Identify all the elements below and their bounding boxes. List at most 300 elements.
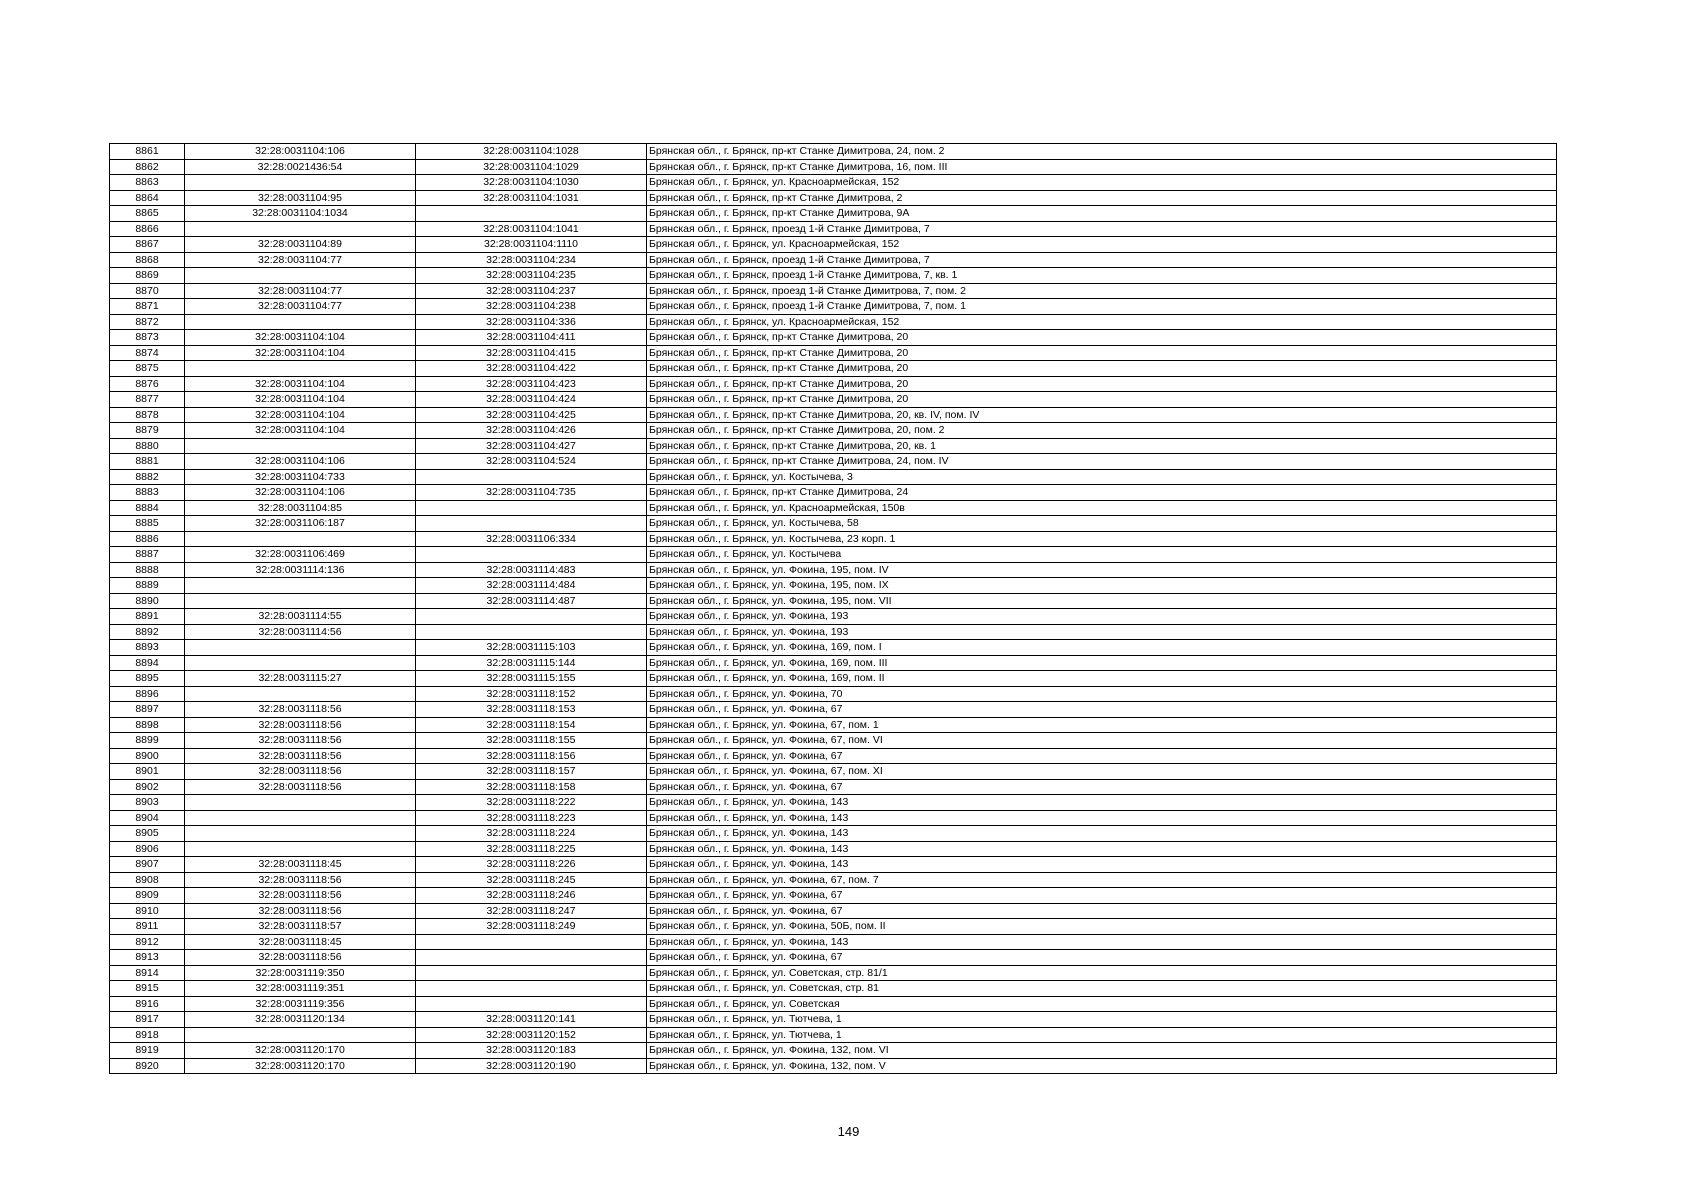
table-row: [110, 764, 1557, 780]
row-number-cell: 8878: [110, 407, 185, 423]
parcel-cadastral-number-cell: 32:28:0031104:89: [185, 237, 416, 253]
row-number-cell: 8908: [110, 872, 185, 888]
parcel-cadastral-number-cell: 32:28:0031106:187: [185, 516, 416, 532]
parcel-cadastral-number-cell: [185, 578, 416, 594]
parcel-cadastral-number-cell: [185, 438, 416, 454]
parcel-cadastral-number-cell: [185, 593, 416, 609]
parcel-cadastral-number-cell: 32:28:0031104:104: [185, 330, 416, 346]
row-number-cell: 8907: [110, 857, 185, 873]
table-row: [110, 748, 1557, 764]
row-number-cell: 8917: [110, 1012, 185, 1028]
table-row: [110, 175, 1557, 191]
table-row: [110, 624, 1557, 640]
object-cadastral-number-cell: 32:28:0031115:144: [416, 655, 647, 671]
row-number-cell: 8875: [110, 361, 185, 377]
table-row: [110, 392, 1557, 408]
object-cadastral-number-cell: 32:28:0031104:336: [416, 314, 647, 330]
address-cell: Брянская обл., г. Брянск, ул. Костычева: [647, 547, 1557, 563]
table-row: [110, 795, 1557, 811]
address-cell: Брянская обл., г. Брянск, ул. Фокина, 50Б, пом. II: [647, 919, 1557, 935]
object-cadastral-number-cell: 32:28:0031104:735: [416, 485, 647, 501]
row-number-cell: 8906: [110, 841, 185, 857]
parcel-cadastral-number-cell: 32:28:0031104:104: [185, 345, 416, 361]
table-row: [110, 221, 1557, 237]
parcel-cadastral-number-cell: 32:28:0031104:77: [185, 252, 416, 268]
address-cell: Брянская обл., г. Брянск, ул. Фокина, 143: [647, 934, 1557, 950]
table-row: [110, 903, 1557, 919]
row-number-cell: 8879: [110, 423, 185, 439]
table-row: [110, 237, 1557, 253]
address-cell: Брянская обл., г. Брянск, ул. Фокина, 67, пом. 1: [647, 717, 1557, 733]
object-cadastral-number-cell: 32:28:0031115:155: [416, 671, 647, 687]
parcel-cadastral-number-cell: [185, 531, 416, 547]
object-cadastral-number-cell: 32:28:0031104:237: [416, 283, 647, 299]
address-cell: Брянская обл., г. Брянск, пр-кт Станке Димитрова, 20: [647, 361, 1557, 377]
table-row: [110, 996, 1557, 1012]
row-number-cell: 8893: [110, 640, 185, 656]
parcel-cadastral-number-cell: 32:28:0031118:56: [185, 779, 416, 795]
address-cell: Брянская обл., г. Брянск, проезд 1-й Станке Димитрова, 7: [647, 221, 1557, 237]
address-cell: Брянская обл., г. Брянск, пр-кт Станке Димитрова, 16, пом. III: [647, 159, 1557, 175]
object-cadastral-number-cell: 32:28:0031104:234: [416, 252, 647, 268]
page-number: 149: [837, 1124, 860, 1139]
row-number-cell: 8898: [110, 717, 185, 733]
row-number-cell: 8901: [110, 764, 185, 780]
row-number-cell: 8876: [110, 376, 185, 392]
table-row: [110, 609, 1557, 625]
address-cell: Брянская обл., г. Брянск, ул. Советская, стр. 81/1: [647, 965, 1557, 981]
parcel-cadastral-number-cell: [185, 314, 416, 330]
table-row: [110, 531, 1557, 547]
address-cell: Брянская обл., г. Брянск, ул. Фокина, 70: [647, 686, 1557, 702]
parcel-cadastral-number-cell: 32:28:0031118:45: [185, 934, 416, 950]
parcel-cadastral-number-cell: 32:28:0031118:56: [185, 950, 416, 966]
row-number-cell: 8887: [110, 547, 185, 563]
object-cadastral-number-cell: 32:28:0031118:158: [416, 779, 647, 795]
parcel-cadastral-number-cell: 32:28:0031115:27: [185, 671, 416, 687]
object-cadastral-number-cell: [416, 996, 647, 1012]
address-cell: Брянская обл., г. Брянск, ул. Красноармейская, 152: [647, 175, 1557, 191]
row-number-cell: 8915: [110, 981, 185, 997]
object-cadastral-number-cell: 32:28:0031104:426: [416, 423, 647, 439]
object-cadastral-number-cell: [416, 934, 647, 950]
row-number-cell: 8865: [110, 206, 185, 222]
row-number-cell: 8866: [110, 221, 185, 237]
table-row: [110, 1027, 1557, 1043]
object-cadastral-number-cell: 32:28:0031118:246: [416, 888, 647, 904]
row-number-cell: 8918: [110, 1027, 185, 1043]
object-cadastral-number-cell: 32:28:0031118:222: [416, 795, 647, 811]
address-cell: Брянская обл., г. Брянск, ул. Советская: [647, 996, 1557, 1012]
row-number-cell: 8880: [110, 438, 185, 454]
object-cadastral-number-cell: [416, 981, 647, 997]
table-row: [110, 345, 1557, 361]
parcel-cadastral-number-cell: 32:28:0031118:56: [185, 717, 416, 733]
object-cadastral-number-cell: 32:28:0031114:484: [416, 578, 647, 594]
table-row: [110, 547, 1557, 563]
address-cell: Брянская обл., г. Брянск, пр-кт Станке Димитрова, 2: [647, 190, 1557, 206]
object-cadastral-number-cell: 32:28:0031104:524: [416, 454, 647, 470]
object-cadastral-number-cell: 32:28:0031104:423: [416, 376, 647, 392]
row-number-cell: 8892: [110, 624, 185, 640]
table-row: [110, 888, 1557, 904]
table-row: [110, 950, 1557, 966]
object-cadastral-number-cell: [416, 206, 647, 222]
table-row: [110, 593, 1557, 609]
object-cadastral-number-cell: [416, 547, 647, 563]
row-number-cell: 8896: [110, 686, 185, 702]
address-cell: Брянская обл., г. Брянск, ул. Фокина, 67, пом. VI: [647, 733, 1557, 749]
parcel-cadastral-number-cell: 32:28:0031120:170: [185, 1043, 416, 1059]
parcel-cadastral-number-cell: 32:28:0031104:77: [185, 283, 416, 299]
row-number-cell: 8899: [110, 733, 185, 749]
table-row: [110, 1012, 1557, 1028]
object-cadastral-number-cell: 32:28:0031104:425: [416, 407, 647, 423]
object-cadastral-number-cell: 32:28:0031104:1030: [416, 175, 647, 191]
parcel-cadastral-number-cell: 32:28:0031118:56: [185, 702, 416, 718]
parcel-cadastral-number-cell: 32:28:0031104:733: [185, 469, 416, 485]
address-cell: Брянская обл., г. Брянск, пр-кт Станке Димитрова, 24, пом. 2: [647, 144, 1557, 160]
row-number-cell: 8870: [110, 283, 185, 299]
row-number-cell: 8914: [110, 965, 185, 981]
parcel-cadastral-number-cell: 32:28:0031118:56: [185, 764, 416, 780]
parcel-cadastral-number-cell: 32:28:0031118:56: [185, 733, 416, 749]
table-row: [110, 655, 1557, 671]
row-number-cell: 8911: [110, 919, 185, 935]
row-number-cell: 8884: [110, 500, 185, 516]
parcel-cadastral-number-cell: 32:28:0031104:1034: [185, 206, 416, 222]
address-cell: Брянская обл., г. Брянск, ул. Фокина, 169, пом. I: [647, 640, 1557, 656]
address-cell: Брянская обл., г. Брянск, ул. Красноармейская, 152: [647, 314, 1557, 330]
address-cell: Брянская обл., г. Брянск, пр-кт Станке Димитрова, 20: [647, 392, 1557, 408]
address-cell: Брянская обл., г. Брянск, ул. Фокина, 132, пом. VI: [647, 1043, 1557, 1059]
row-number-cell: 8882: [110, 469, 185, 485]
parcel-cadastral-number-cell: 32:28:0021436:54: [185, 159, 416, 175]
table-row: [110, 686, 1557, 702]
parcel-cadastral-number-cell: [185, 1027, 416, 1043]
address-cell: Брянская обл., г. Брянск, ул. Фокина, 143: [647, 826, 1557, 842]
object-cadastral-number-cell: 32:28:0031118:249: [416, 919, 647, 935]
address-cell: Брянская обл., г. Брянск, пр-кт Станке Димитрова, 20: [647, 376, 1557, 392]
address-cell: Брянская обл., г. Брянск, ул. Фокина, 169, пом. II: [647, 671, 1557, 687]
table-row: [110, 919, 1557, 935]
row-number-cell: 8890: [110, 593, 185, 609]
row-number-cell: 8864: [110, 190, 185, 206]
row-number-cell: 8913: [110, 950, 185, 966]
address-cell: Брянская обл., г. Брянск, пр-кт Станке Димитрова, 9А: [647, 206, 1557, 222]
object-cadastral-number-cell: [416, 950, 647, 966]
object-cadastral-number-cell: 32:28:0031120:152: [416, 1027, 647, 1043]
table-row: [110, 144, 1557, 160]
object-cadastral-number-cell: 32:28:0031104:1029: [416, 159, 647, 175]
parcel-cadastral-number-cell: 32:28:0031118:56: [185, 888, 416, 904]
row-number-cell: 8881: [110, 454, 185, 470]
row-number-cell: 8904: [110, 810, 185, 826]
address-cell: Брянская обл., г. Брянск, ул. Фокина, 143: [647, 810, 1557, 826]
registry-table-body: [110, 144, 1557, 1074]
address-cell: Брянская обл., г. Брянск, ул. Фокина, 195, пом. IX: [647, 578, 1557, 594]
row-number-cell: 8895: [110, 671, 185, 687]
address-cell: Брянская обл., г. Брянск, ул. Фокина, 143: [647, 841, 1557, 857]
object-cadastral-number-cell: 32:28:0031106:334: [416, 531, 647, 547]
row-number-cell: 8910: [110, 903, 185, 919]
parcel-cadastral-number-cell: [185, 841, 416, 857]
address-cell: Брянская обл., г. Брянск, ул. Костычева, 58: [647, 516, 1557, 532]
object-cadastral-number-cell: 32:28:0031104:424: [416, 392, 647, 408]
row-number-cell: 8888: [110, 562, 185, 578]
object-cadastral-number-cell: [416, 609, 647, 625]
address-cell: Брянская обл., г. Брянск, ул. Фокина, 67: [647, 748, 1557, 764]
table-row: [110, 159, 1557, 175]
table-row: [110, 872, 1557, 888]
parcel-cadastral-number-cell: 32:28:0031114:56: [185, 624, 416, 640]
address-cell: Брянская обл., г. Брянск, ул. Костычева, 3: [647, 469, 1557, 485]
address-cell: Брянская обл., г. Брянск, пр-кт Станке Димитрова, 20: [647, 330, 1557, 346]
object-cadastral-number-cell: 32:28:0031114:487: [416, 593, 647, 609]
table-row: [110, 206, 1557, 222]
row-number-cell: 8905: [110, 826, 185, 842]
table-row: [110, 190, 1557, 206]
row-number-cell: 8909: [110, 888, 185, 904]
address-cell: Брянская обл., г. Брянск, ул. Советская, стр. 81: [647, 981, 1557, 997]
row-number-cell: 8919: [110, 1043, 185, 1059]
table-row: [110, 252, 1557, 268]
object-cadastral-number-cell: 32:28:0031104:1041: [416, 221, 647, 237]
parcel-cadastral-number-cell: 32:28:0031104:104: [185, 376, 416, 392]
address-cell: Брянская обл., г. Брянск, ул. Фокина, 193: [647, 624, 1557, 640]
row-number-cell: 8900: [110, 748, 185, 764]
table-row: [110, 407, 1557, 423]
table-row: [110, 299, 1557, 315]
address-cell: Брянская обл., г. Брянск, ул. Фокина, 169, пом. III: [647, 655, 1557, 671]
table-row: [110, 361, 1557, 377]
object-cadastral-number-cell: 32:28:0031104:422: [416, 361, 647, 377]
row-number-cell: 8874: [110, 345, 185, 361]
table-row: [110, 640, 1557, 656]
object-cadastral-number-cell: 32:28:0031118:152: [416, 686, 647, 702]
table-row: [110, 981, 1557, 997]
address-cell: Брянская обл., г. Брянск, пр-кт Станке Димитрова, 20, пом. 2: [647, 423, 1557, 439]
table-row: [110, 1043, 1557, 1059]
object-cadastral-number-cell: 32:28:0031104:238: [416, 299, 647, 315]
address-cell: Брянская обл., г. Брянск, ул. Фокина, 67: [647, 903, 1557, 919]
object-cadastral-number-cell: 32:28:0031118:223: [416, 810, 647, 826]
registry-table: [109, 143, 1557, 1074]
parcel-cadastral-number-cell: 32:28:0031119:350: [185, 965, 416, 981]
address-cell: Брянская обл., г. Брянск, пр-кт Станке Димитрова, 24: [647, 485, 1557, 501]
parcel-cadastral-number-cell: [185, 268, 416, 284]
parcel-cadastral-number-cell: [185, 361, 416, 377]
row-number-cell: 8912: [110, 934, 185, 950]
parcel-cadastral-number-cell: [185, 221, 416, 237]
parcel-cadastral-number-cell: [185, 810, 416, 826]
object-cadastral-number-cell: 32:28:0031104:411: [416, 330, 647, 346]
address-cell: Брянская обл., г. Брянск, ул. Фокина, 195, пом. VII: [647, 593, 1557, 609]
row-number-cell: 8902: [110, 779, 185, 795]
object-cadastral-number-cell: 32:28:0031118:156: [416, 748, 647, 764]
row-number-cell: 8861: [110, 144, 185, 160]
table-row: [110, 469, 1557, 485]
object-cadastral-number-cell: 32:28:0031115:103: [416, 640, 647, 656]
object-cadastral-number-cell: [416, 965, 647, 981]
row-number-cell: 8897: [110, 702, 185, 718]
row-number-cell: 8869: [110, 268, 185, 284]
address-cell: Брянская обл., г. Брянск, ул. Фокина, 67: [647, 702, 1557, 718]
table-row: [110, 841, 1557, 857]
parcel-cadastral-number-cell: [185, 175, 416, 191]
table-row: [110, 702, 1557, 718]
row-number-cell: 8920: [110, 1058, 185, 1074]
object-cadastral-number-cell: [416, 500, 647, 516]
address-cell: Брянская обл., г. Брянск, ул. Фокина, 67, пом. XI: [647, 764, 1557, 780]
table-row: [110, 779, 1557, 795]
object-cadastral-number-cell: 32:28:0031118:155: [416, 733, 647, 749]
table-row: [110, 562, 1557, 578]
address-cell: Брянская обл., г. Брянск, ул. Тютчева, 1: [647, 1012, 1557, 1028]
table-row: [110, 438, 1557, 454]
table-row: [110, 810, 1557, 826]
object-cadastral-number-cell: 32:28:0031118:247: [416, 903, 647, 919]
address-cell: Брянская обл., г. Брянск, ул. Красноармейская, 150в: [647, 500, 1557, 516]
object-cadastral-number-cell: 32:28:0031118:225: [416, 841, 647, 857]
address-cell: Брянская обл., г. Брянск, ул. Фокина, 67, пом. 7: [647, 872, 1557, 888]
address-cell: Брянская обл., г. Брянск, ул. Фокина, 195, пом. IV: [647, 562, 1557, 578]
address-cell: Брянская обл., г. Брянск, пр-кт Станке Димитрова, 20, кв. IV, пом. IV: [647, 407, 1557, 423]
object-cadastral-number-cell: 32:28:0031104:1028: [416, 144, 647, 160]
row-number-cell: 8886: [110, 531, 185, 547]
table-row: [110, 965, 1557, 981]
address-cell: Брянская обл., г. Брянск, проезд 1-й Станке Димитрова, 7: [647, 252, 1557, 268]
row-number-cell: 8872: [110, 314, 185, 330]
address-cell: Брянская обл., г. Брянск, ул. Фокина, 67: [647, 779, 1557, 795]
object-cadastral-number-cell: 32:28:0031118:157: [416, 764, 647, 780]
parcel-cadastral-number-cell: 32:28:0031114:55: [185, 609, 416, 625]
row-number-cell: 8916: [110, 996, 185, 1012]
row-number-cell: 8877: [110, 392, 185, 408]
table-row: [110, 500, 1557, 516]
parcel-cadastral-number-cell: 32:28:0031118:56: [185, 872, 416, 888]
object-cadastral-number-cell: 32:28:0031118:224: [416, 826, 647, 842]
object-cadastral-number-cell: 32:28:0031118:226: [416, 857, 647, 873]
table-row: [110, 578, 1557, 594]
object-cadastral-number-cell: 32:28:0031104:1110: [416, 237, 647, 253]
object-cadastral-number-cell: 32:28:0031120:183: [416, 1043, 647, 1059]
row-number-cell: 8889: [110, 578, 185, 594]
row-number-cell: 8883: [110, 485, 185, 501]
object-cadastral-number-cell: [416, 624, 647, 640]
parcel-cadastral-number-cell: 32:28:0031118:56: [185, 903, 416, 919]
table-row: [110, 1058, 1557, 1074]
row-number-cell: 8867: [110, 237, 185, 253]
table-row: [110, 857, 1557, 873]
object-cadastral-number-cell: 32:28:0031120:190: [416, 1058, 647, 1074]
parcel-cadastral-number-cell: [185, 826, 416, 842]
row-number-cell: 8863: [110, 175, 185, 191]
object-cadastral-number-cell: 32:28:0031104:1031: [416, 190, 647, 206]
parcel-cadastral-number-cell: 32:28:0031104:106: [185, 485, 416, 501]
table-row: [110, 671, 1557, 687]
address-cell: Брянская обл., г. Брянск, ул. Фокина, 132, пом. V: [647, 1058, 1557, 1074]
table-row: [110, 934, 1557, 950]
parcel-cadastral-number-cell: 32:28:0031104:104: [185, 407, 416, 423]
address-cell: Брянская обл., г. Брянск, ул. Фокина, 193: [647, 609, 1557, 625]
table-row: [110, 314, 1557, 330]
row-number-cell: 8903: [110, 795, 185, 811]
address-cell: Брянская обл., г. Брянск, проезд 1-й Станке Димитрова, 7, кв. 1: [647, 268, 1557, 284]
parcel-cadastral-number-cell: 32:28:0031120:170: [185, 1058, 416, 1074]
table-row: [110, 376, 1557, 392]
parcel-cadastral-number-cell: 32:28:0031104:104: [185, 423, 416, 439]
table-row: [110, 826, 1557, 842]
table-row: [110, 454, 1557, 470]
parcel-cadastral-number-cell: 32:28:0031118:57: [185, 919, 416, 935]
row-number-cell: 8862: [110, 159, 185, 175]
parcel-cadastral-number-cell: 32:28:0031104:95: [185, 190, 416, 206]
address-cell: Брянская обл., г. Брянск, ул. Фокина, 143: [647, 795, 1557, 811]
table-row: [110, 268, 1557, 284]
object-cadastral-number-cell: 32:28:0031114:483: [416, 562, 647, 578]
table-row: [110, 423, 1557, 439]
object-cadastral-number-cell: 32:28:0031118:245: [416, 872, 647, 888]
address-cell: Брянская обл., г. Брянск, пр-кт Станке Димитрова, 24, пом. IV: [647, 454, 1557, 470]
address-cell: Брянская обл., г. Брянск, ул. Фокина, 67: [647, 950, 1557, 966]
address-cell: Брянская обл., г. Брянск, ул. Костычева, 23 корп. 1: [647, 531, 1557, 547]
parcel-cadastral-number-cell: [185, 686, 416, 702]
parcel-cadastral-number-cell: [185, 655, 416, 671]
object-cadastral-number-cell: [416, 469, 647, 485]
parcel-cadastral-number-cell: 32:28:0031114:136: [185, 562, 416, 578]
parcel-cadastral-number-cell: 32:28:0031120:134: [185, 1012, 416, 1028]
parcel-cadastral-number-cell: 32:28:0031106:469: [185, 547, 416, 563]
object-cadastral-number-cell: 32:28:0031120:141: [416, 1012, 647, 1028]
object-cadastral-number-cell: 32:28:0031118:153: [416, 702, 647, 718]
parcel-cadastral-number-cell: 32:28:0031118:56: [185, 748, 416, 764]
address-cell: Брянская обл., г. Брянск, проезд 1-й Станке Димитрова, 7, пом. 1: [647, 299, 1557, 315]
row-number-cell: 8868: [110, 252, 185, 268]
table-row: [110, 330, 1557, 346]
object-cadastral-number-cell: 32:28:0031104:415: [416, 345, 647, 361]
parcel-cadastral-number-cell: 32:28:0031104:77: [185, 299, 416, 315]
object-cadastral-number-cell: 32:28:0031104:235: [416, 268, 647, 284]
address-cell: Брянская обл., г. Брянск, ул. Красноармейская, 152: [647, 237, 1557, 253]
table-row: [110, 733, 1557, 749]
object-cadastral-number-cell: 32:28:0031104:427: [416, 438, 647, 454]
address-cell: Брянская обл., г. Брянск, пр-кт Станке Димитрова, 20, кв. 1: [647, 438, 1557, 454]
row-number-cell: 8891: [110, 609, 185, 625]
parcel-cadastral-number-cell: 32:28:0031104:106: [185, 144, 416, 160]
parcel-cadastral-number-cell: 32:28:0031119:356: [185, 996, 416, 1012]
parcel-cadastral-number-cell: 32:28:0031118:45: [185, 857, 416, 873]
address-cell: Брянская обл., г. Брянск, пр-кт Станке Димитрова, 20: [647, 345, 1557, 361]
parcel-cadastral-number-cell: 32:28:0031119:351: [185, 981, 416, 997]
parcel-cadastral-number-cell: [185, 640, 416, 656]
table-row: [110, 717, 1557, 733]
row-number-cell: 8894: [110, 655, 185, 671]
address-cell: Брянская обл., г. Брянск, проезд 1-й Станке Димитрова, 7, пом. 2: [647, 283, 1557, 299]
parcel-cadastral-number-cell: 32:28:0031104:106: [185, 454, 416, 470]
row-number-cell: 8871: [110, 299, 185, 315]
object-cadastral-number-cell: 32:28:0031118:154: [416, 717, 647, 733]
address-cell: Брянская обл., г. Брянск, ул. Тютчева, 1: [647, 1027, 1557, 1043]
table-row: [110, 516, 1557, 532]
table-row: [110, 283, 1557, 299]
row-number-cell: 8873: [110, 330, 185, 346]
table-row: [110, 485, 1557, 501]
address-cell: Брянская обл., г. Брянск, ул. Фокина, 67: [647, 888, 1557, 904]
parcel-cadastral-number-cell: 32:28:0031104:104: [185, 392, 416, 408]
parcel-cadastral-number-cell: 32:28:0031104:85: [185, 500, 416, 516]
address-cell: Брянская обл., г. Брянск, ул. Фокина, 143: [647, 857, 1557, 873]
